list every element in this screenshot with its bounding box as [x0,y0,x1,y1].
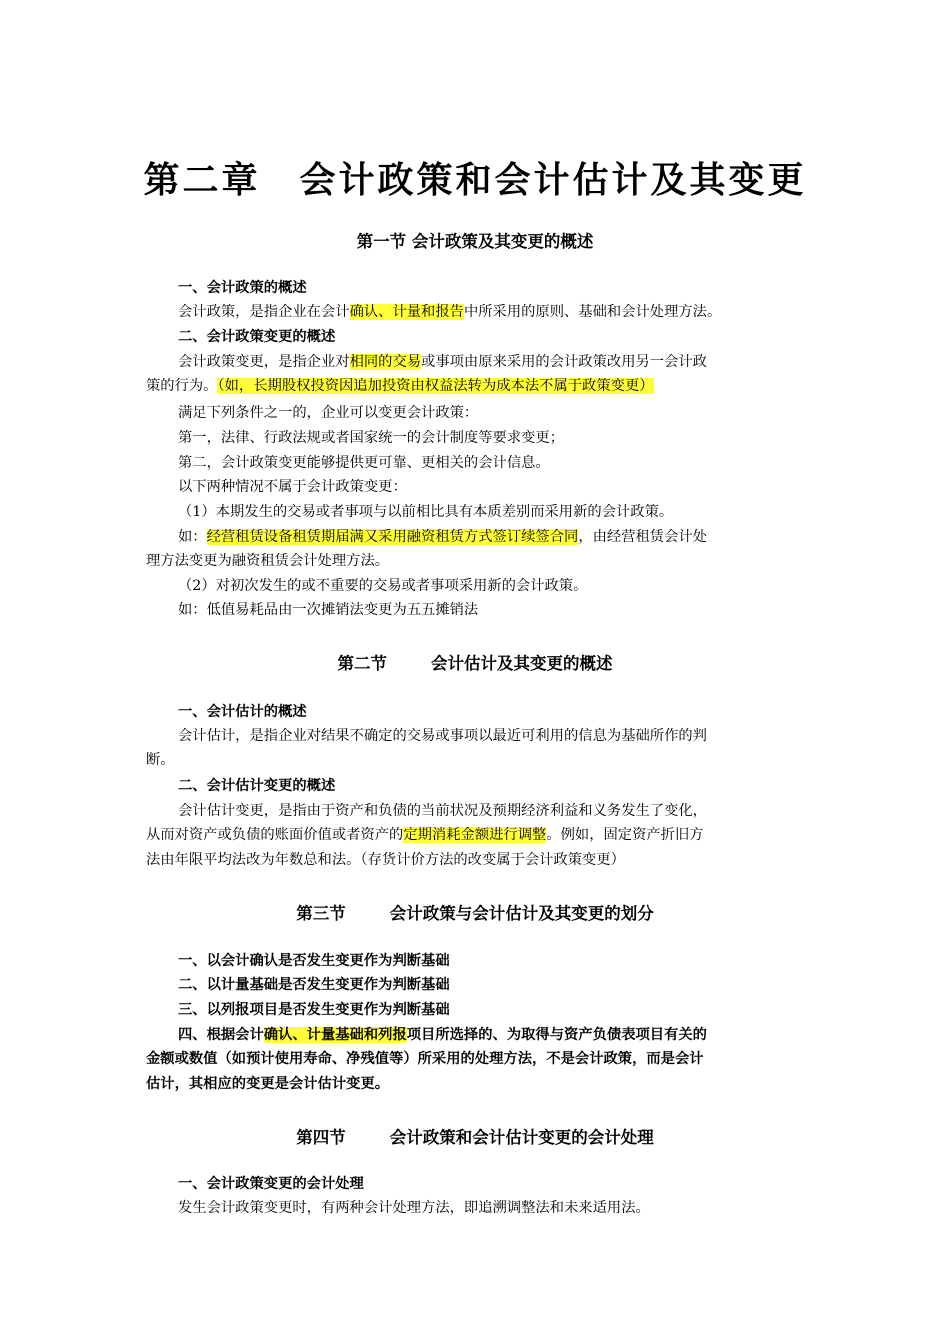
s2-heading-2: 二、会计估计变更的概述 [178,778,336,794]
highlight: 相同的交易 [349,354,422,370]
chapter-title: 第二章 会计政策和会计估计及其变更 [143,160,807,201]
highlight: 定期消耗金额进行调整 [403,827,547,843]
s1-paragraph-3: 满足下列条件之一的，企业可以变更会计政策： [178,405,479,421]
text-run: 策的行为。 [146,378,218,394]
s2-heading-1: 一、会计估计的概述 [178,704,307,720]
s1-paragraph-9: （2）对初次发生的或不重要的交易或者事项采用新的会计政策。 [178,578,588,594]
s1-paragraph-1 [178,300,838,324]
s2-paragraph-1-line-1: 会计估计，是指企业对结果不确定的交易或事项以最近可利用的信息为基础所作的判 [178,728,707,744]
text-run: 项目所选择的、为取得与资产负债表项目有关的 [406,1027,707,1043]
text-run: 如： [178,529,207,545]
s3-item-4-line-2: 金额或数值（如预计使用寿命、净残值等）所采用的处理方法，不是会计政策，而是会计 [146,1051,704,1067]
s1-paragraph-6: 以下两种情况不属于会计政策变更： [178,479,407,495]
section-2-title [0,650,950,674]
s3-item-2: 二、以计量基础是否发生变更作为判断基础 [178,977,450,993]
s2-paragraph-2-line-2 [146,823,806,847]
s1-paragraph-8-line-2: 理方法变更为融资租赁会计处理方法。 [146,553,390,569]
s3-item-4-line-3: 估计，其相应的变更是会计估计变更。 [146,1076,390,1092]
s4-heading-1: 一、会计政策变更的会计处理 [178,1176,364,1192]
text-run: 会计政策，是指企业在会计 [178,304,350,320]
text-run: 会计政策与会计估计及其变更的划分 [389,904,654,923]
s1-paragraph-2-line-2 [146,374,806,398]
s1-heading-1: 一、会计政策的概述 [178,280,307,296]
s1-paragraph-4: 第一，法律、行政法规或者国家统一的会计制度等要求变更； [178,430,565,446]
s1-heading-2: 二、会计政策变更的概述 [178,329,336,345]
text-run: 中所采用的原则、基础和会计处理方法。 [463,304,722,320]
section-4-title [0,1124,950,1148]
text-run: 四、根据会计 [178,1027,264,1043]
highlight: 确认、计量和报告 [349,304,464,320]
highlight: 确认、计量基础和列报 [263,1027,407,1043]
text-run: 会计政策变更，是指企业对 [178,354,350,370]
section-3-title [0,900,950,924]
s1-paragraph-5: 第二，会计政策变更能够提供更可靠、更相关的会计信息。 [178,455,550,471]
s3-item-1: 一、以会计确认是否发生变更作为判断基础 [178,953,450,969]
text-run: 第四节 [296,1128,346,1147]
text-run: 第二节 [337,654,387,673]
s2-paragraph-2-line-1: 会计估计变更，是指由于资产和负债的当前状况及预期经济利益和义务发生了变化， [178,803,707,819]
s3-item-4-line-1 [178,1023,838,1047]
highlight: 经营租赁设备租赁期届满又采用融资租赁方式签订续签合同 [206,529,579,545]
text-run: 第三节 [296,904,346,923]
s1-paragraph-2-line-1 [178,350,838,374]
s2-paragraph-2-line-3: 法由年限平均法改为年数总和法。（存货计价方法的改变属于会计政策变更） [146,852,625,868]
section-1-title: 第一节 会计政策及其变更的概述 [356,232,594,251]
s2-paragraph-1-line-2: 断。 [146,752,175,768]
text-run: ，由经营租赁会计处 [578,529,707,545]
text-run: 会计政策和会计估计变更的会计处理 [389,1128,654,1147]
s1-paragraph-7: （1）本期发生的交易或者事项与以前相比具有本质差别而采用新的会计政策。 [178,504,674,520]
s1-paragraph-8-line-1 [178,525,838,549]
s1-paragraph-10: 如：低值易耗品由一次摊销法变更为五五摊销法 [178,602,479,618]
text-run: 。例如，固定资产折旧方 [546,827,704,843]
text-run: 会计估计及其变更的概述 [431,654,613,673]
s4-paragraph-1: 发生会计政策变更时，有两种会计处理方法，即追溯调整法和未来适用法。 [178,1200,650,1216]
highlight: （如，长期股权投资因追加投资由权益法转为成本法不属于政策变更） [217,378,654,394]
text-run: 或事项由原来采用的会计政策改用另一会计政 [421,354,707,370]
text-run: 从而对资产或负债的账面价值或者资产的 [146,827,404,843]
s3-item-3: 三、以列报项目是否发生变更作为判断基础 [178,1002,450,1018]
